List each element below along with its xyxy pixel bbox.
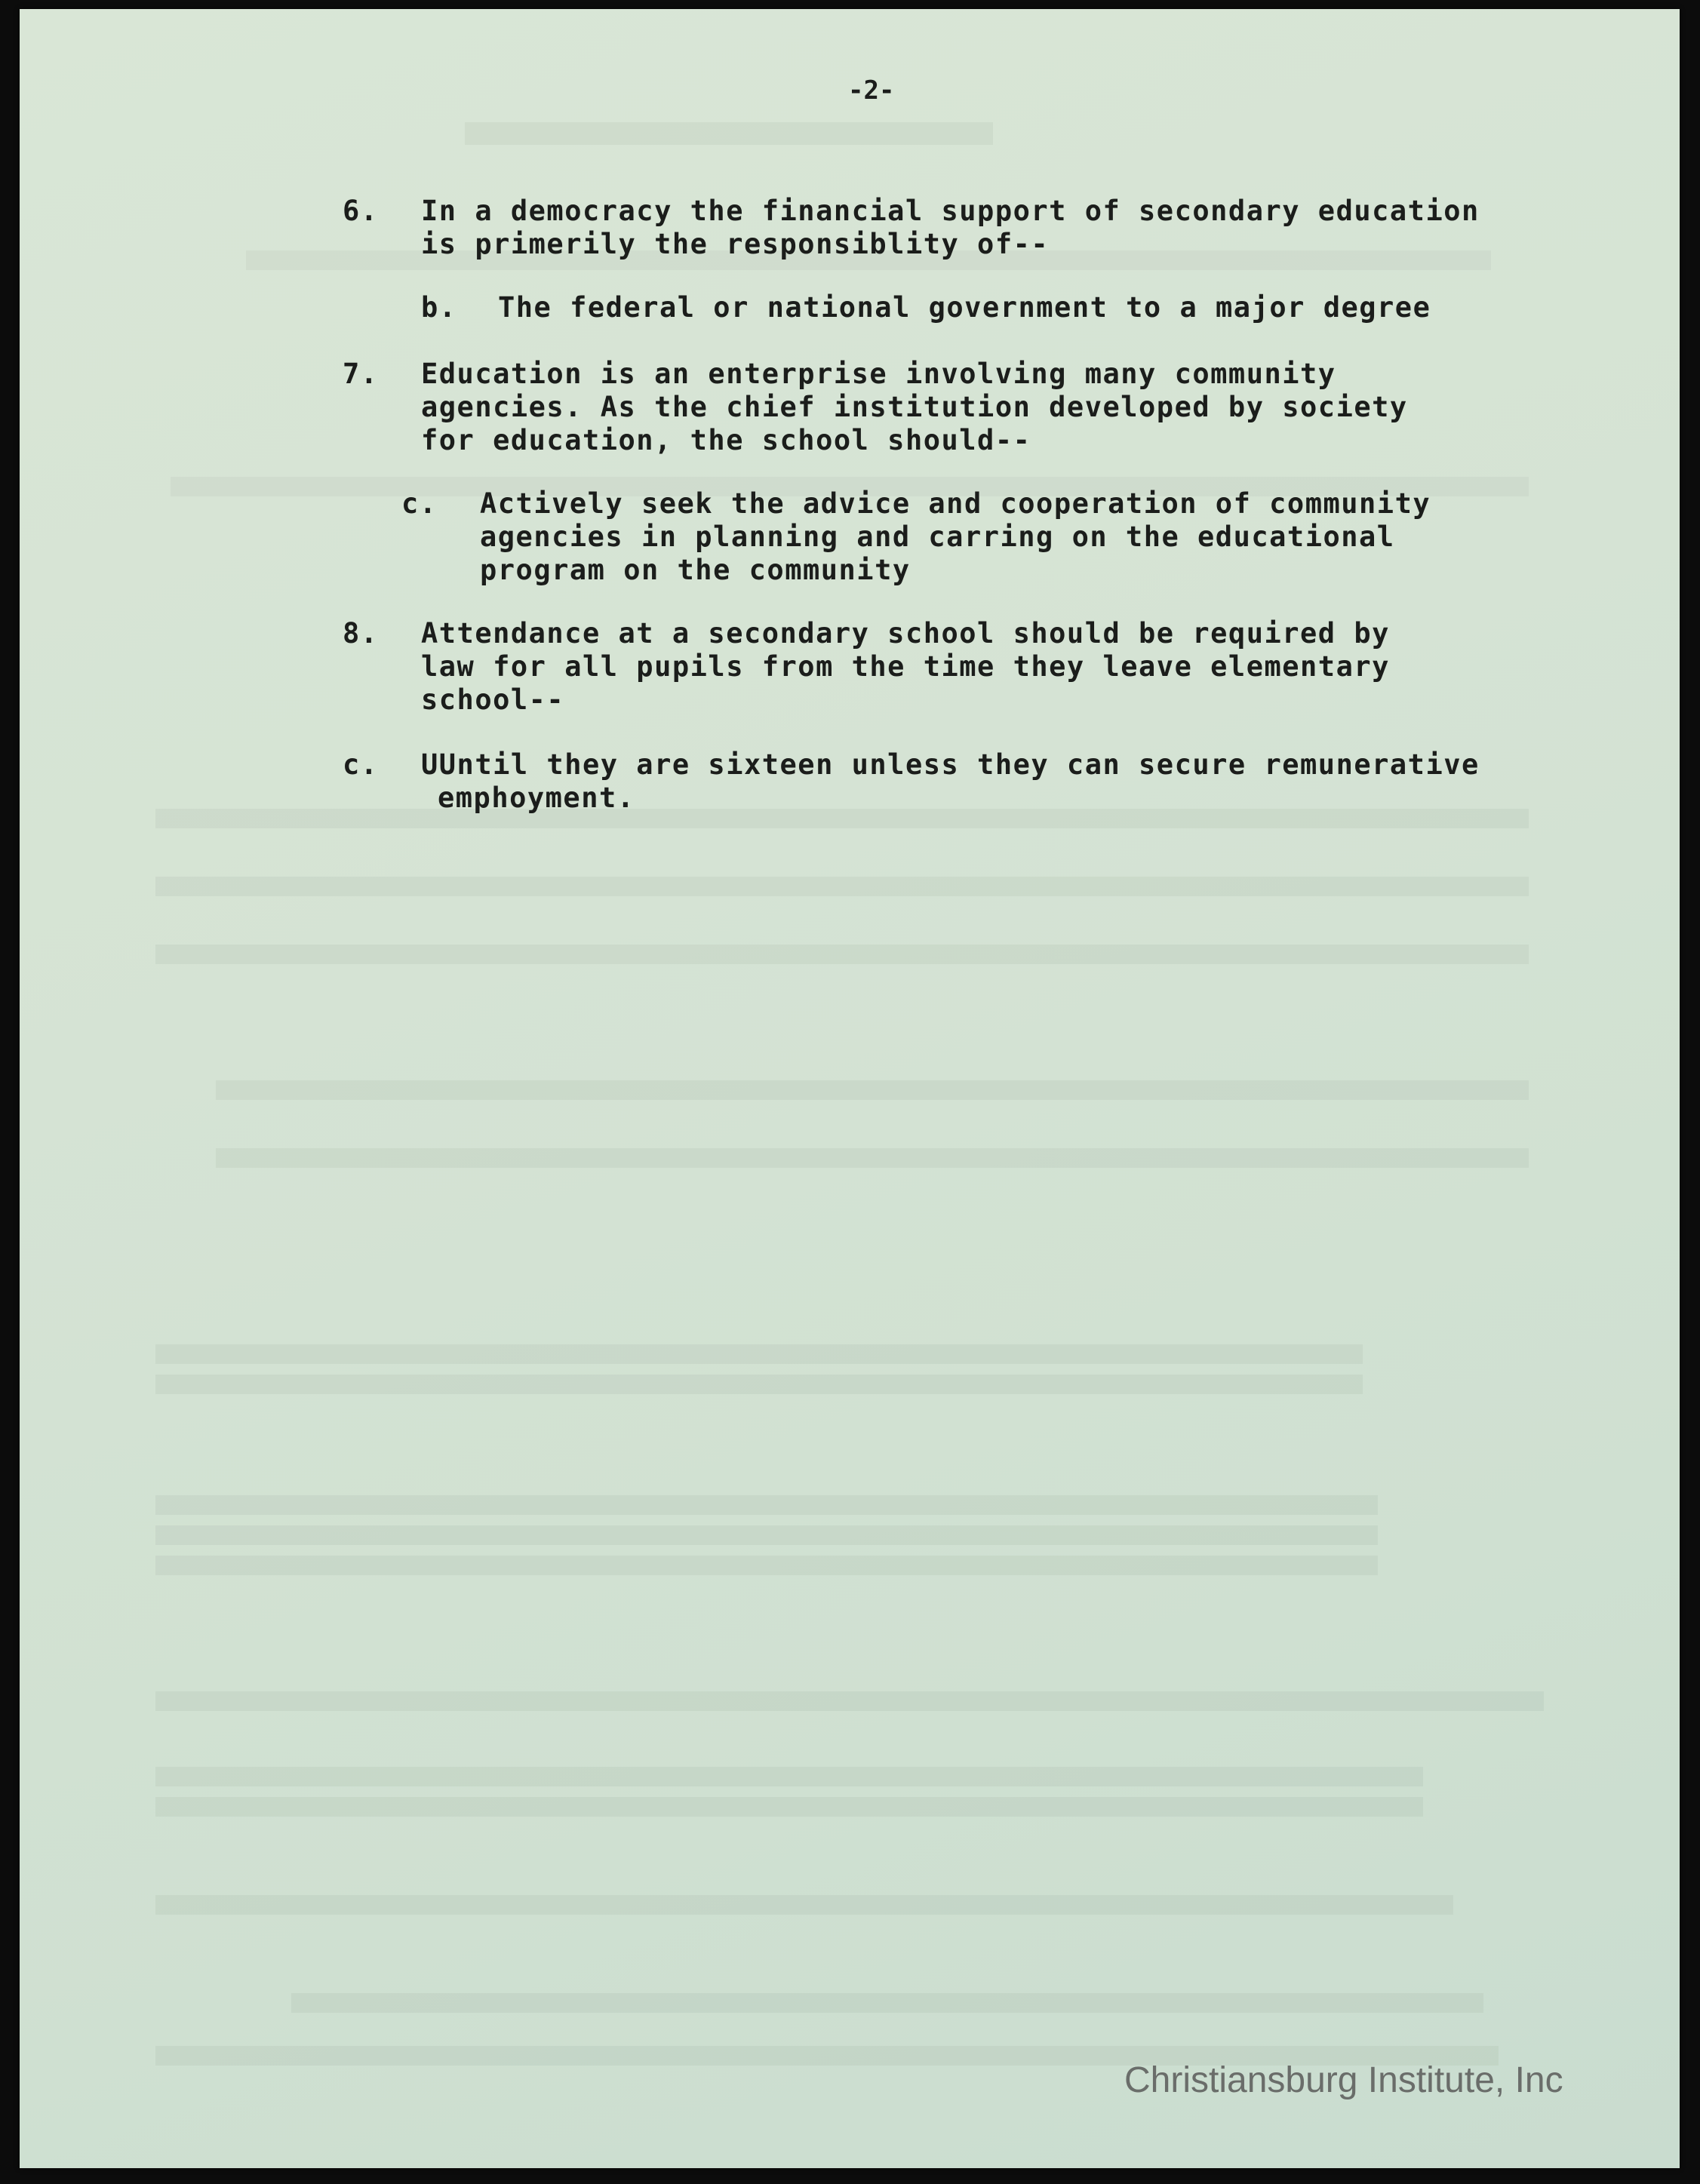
answer-line: Actively seek the advice and cooperation of community bbox=[480, 487, 1431, 520]
question-line: agencies. As the chief institution developed by society bbox=[421, 391, 1408, 423]
answer-letter: c. bbox=[401, 487, 438, 520]
answer-line: emphoyment. bbox=[438, 782, 635, 814]
item-number: 6. bbox=[343, 195, 379, 227]
question-line: Education is an enterprise involving many community bbox=[421, 358, 1336, 390]
question-line: for education, the school should-- bbox=[421, 424, 1031, 456]
question-line: In a democracy the financial support of secondary education bbox=[421, 195, 1480, 227]
question-line: is primerily the responsiblity of-- bbox=[421, 228, 1050, 260]
answer-letter: b. bbox=[421, 291, 457, 324]
document-page bbox=[20, 9, 1680, 2168]
watermark: Christiansburg Institute, Inc bbox=[1124, 2060, 1563, 2100]
page-number: -2- bbox=[848, 75, 895, 106]
item-number: 8. bbox=[343, 617, 379, 650]
question-line: law for all pupils from the time they leave elementary bbox=[421, 650, 1390, 683]
answer-line: UUntil they are sixteen unless they can secure remunerative bbox=[421, 748, 1480, 781]
answer-letter: c. bbox=[343, 748, 379, 781]
answer-line: program on the community bbox=[480, 554, 911, 586]
question-line: school-- bbox=[421, 683, 565, 716]
answer-line: agencies in planning and carring on the educational bbox=[480, 521, 1395, 553]
answer-line: The federal or national government to a major degree bbox=[498, 291, 1431, 324]
question-line: Attendance at a secondary school should be required by bbox=[421, 617, 1390, 650]
item-number: 7. bbox=[343, 358, 379, 390]
